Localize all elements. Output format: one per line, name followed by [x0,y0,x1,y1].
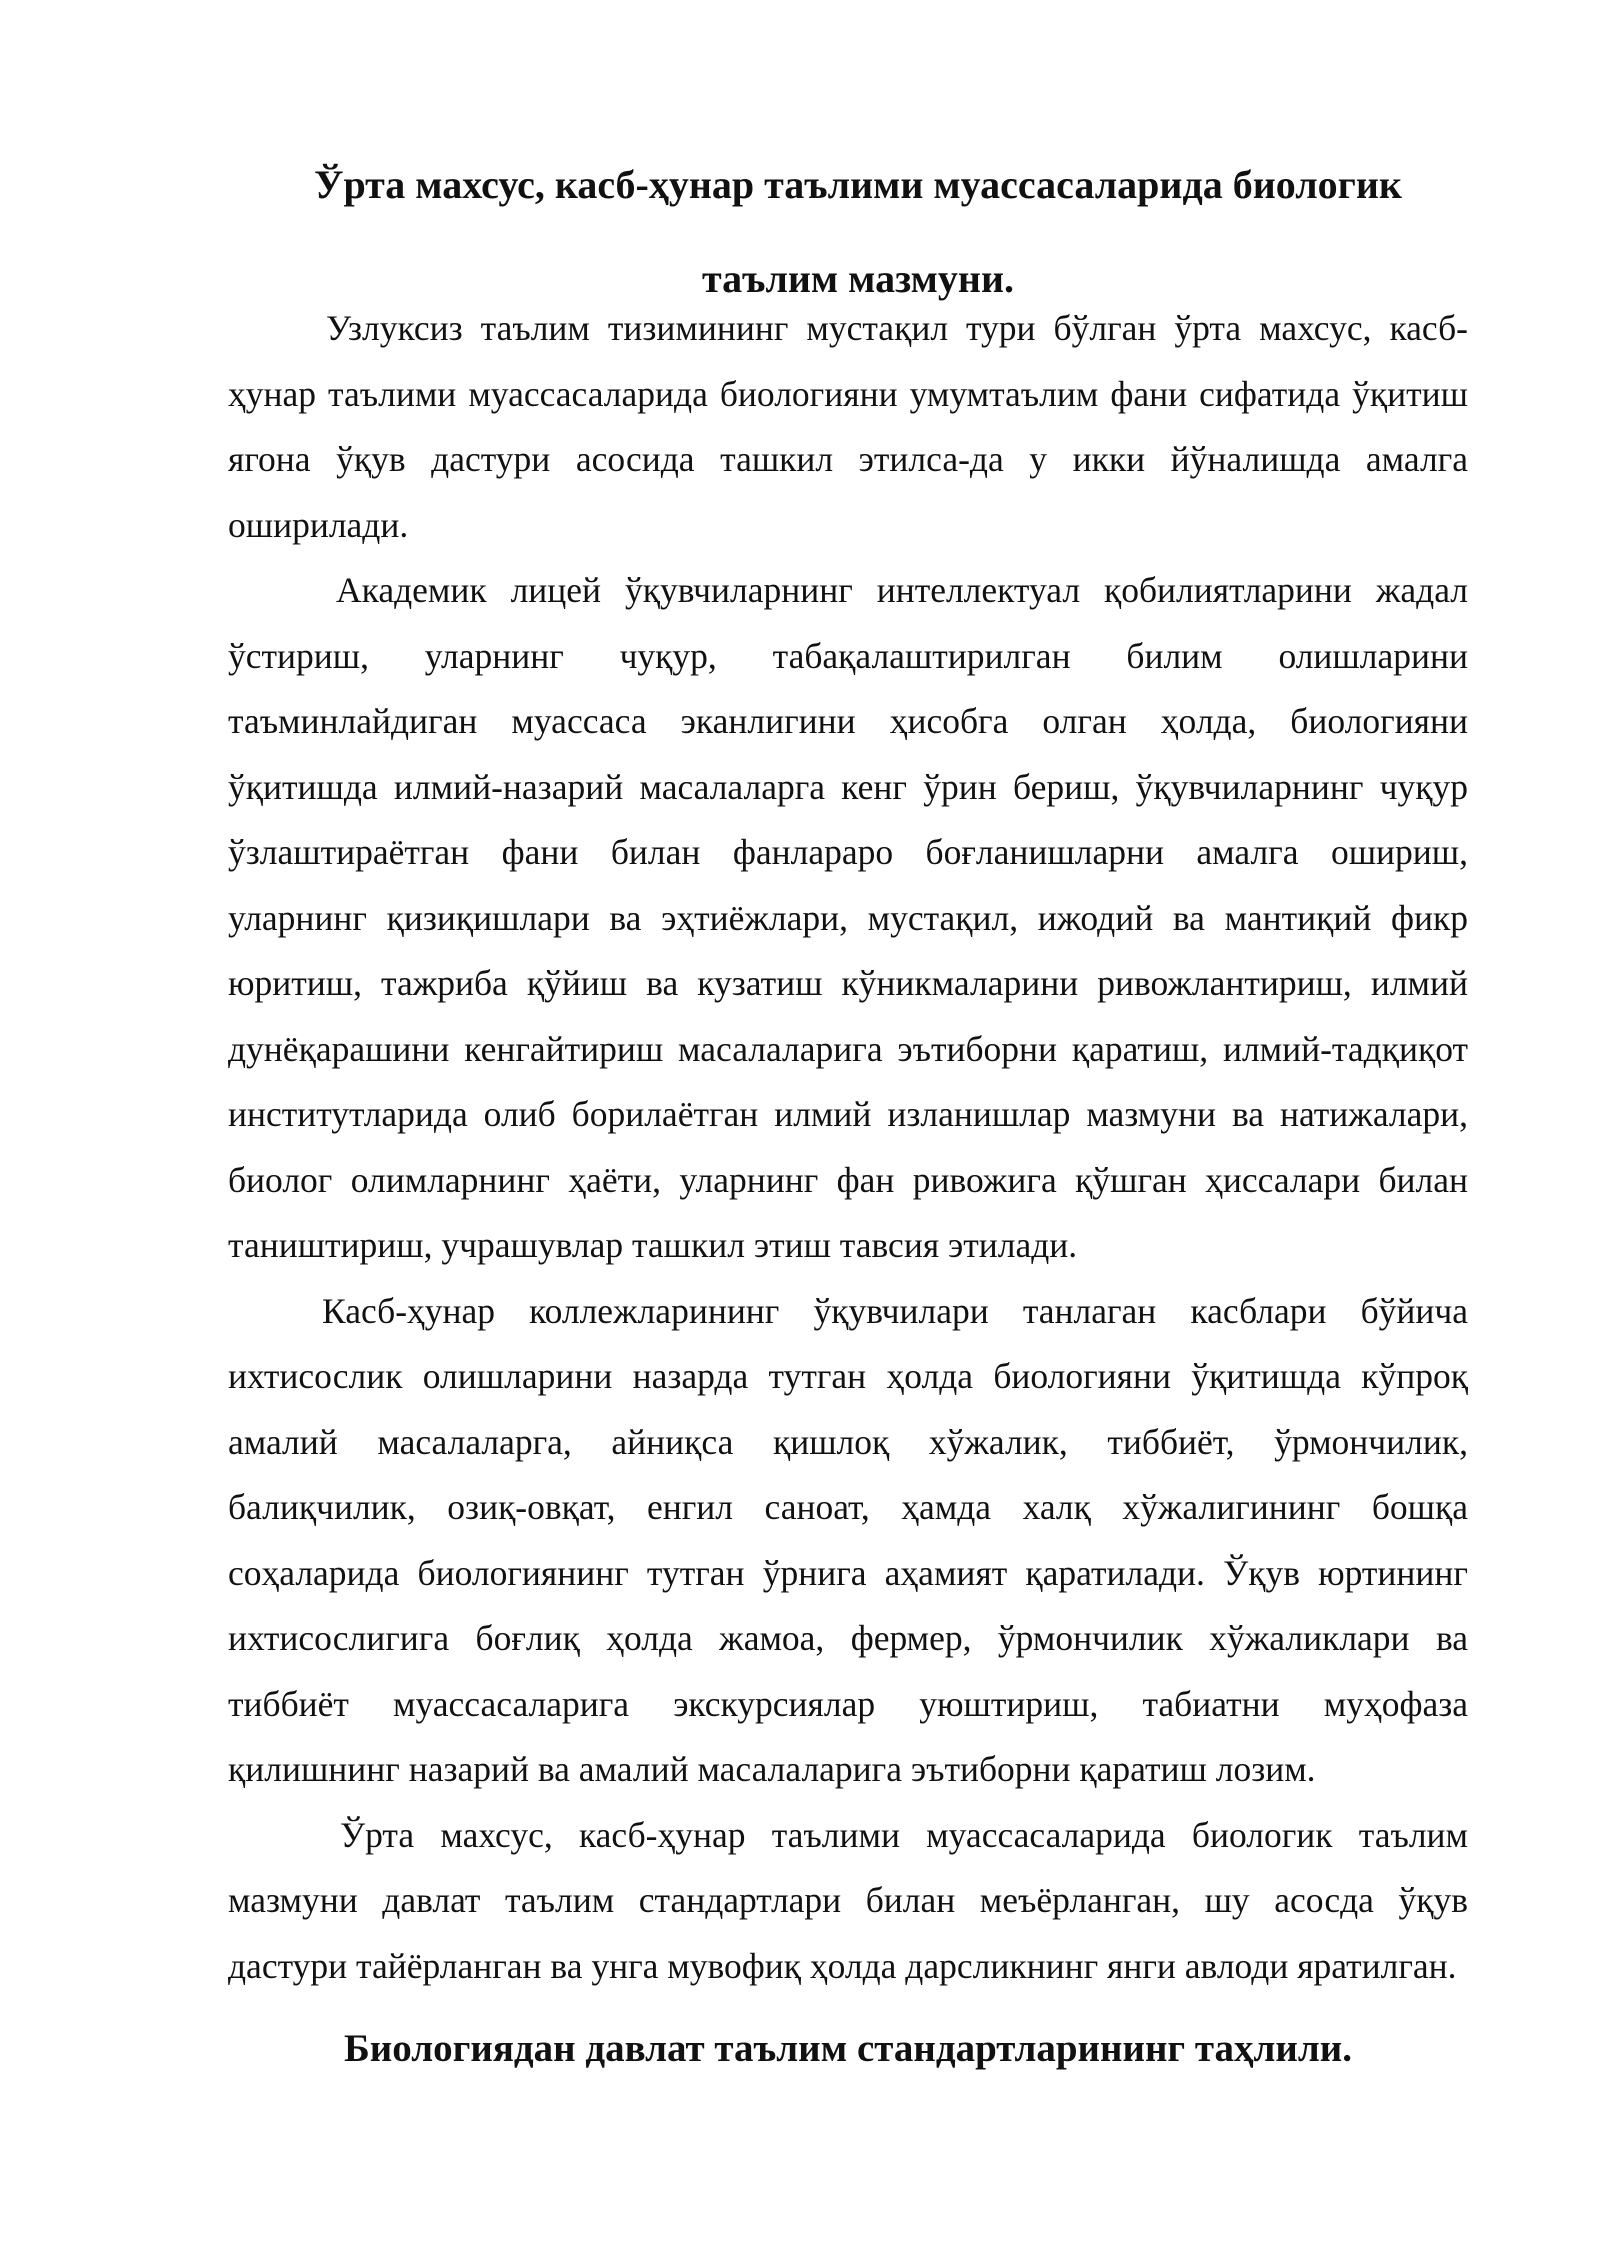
paragraph-3: Касб-ҳунар коллежларининг ўқувчилари танлаган касблари бўйича ихтисослик олишларини назарда тутган ҳолда биологияни ўқитишда кўпроқ амалий масалаларга, айниқса қишлоқ хўжалик, тиббиёт, ўрмончилик, балиқчилик, озиқ-овқат, енгил саноат, ҳамда халқ хўжалигининг бошқа соҳаларида биологиянинг тутган ўрнига аҳамият қаратилади. Ўқув юртининг ихтисослигига боғлиқ ҳолда жамоа, фермер, ўрмончилик хўжаликлари ва тиббиёт муассасаларига экскурсиялар уюштириш, табиатни муҳофаза қилишнинг назарий ва амалий масалаларига эътиборни қаратиш лозим. [228,1290,1468,1789]
document-page [228,138,1468,2079]
title-line-2: таълим мазмуни. [701,256,1014,301]
title-line-1: Ўрта махсус, касб-ҳунар таълими муассасаларида биологик [314,162,1402,207]
paragraph-1: Узлуксиз таълим тизимининг мустақил тури бўлган ўрта махсус, касб-ҳунар таълими муассасаларида биологияни умумтаълим фани сифатида ўқитиш ягона ўқув дастури асосида ташкил этилса-да у икки йўналишда амалга оширилади. [228,308,1468,545]
section-subtitle: Биологиядан давлат таълим стандартларининг таҳлили. [344,2027,1352,2070]
paragraph-2: Академик лицей ўқувчиларнинг интеллектуал қобилиятларини жадал ўстириш, уларнинг чуқур, табақалаштирилган билим олишларини таъминлайдиган муассаса эканлигини ҳисобга олган ҳолда, биологияни ўқитишда илмий-назарий масалаларга кенг ўрин бериш, ўқувчиларнинг чуқур ўзлаштираётган фани билан фанлараро боғланишларни амалга ошириш, уларнинг қизиқишлари ва эҳтиёжлари, мустақил, ижодий ва мантиқий фикр юритиш, тажриба қўйиш ва кузатиш кўникмаларини ривожлантириш, илмий дунёқарашини кенгайтириш масалаларига эътиборни қаратиш, илмий-тадқиқот институтларида олиб борилаётган илмий изланишлар мазмуни ва натижалари, биолог олимларнинг ҳаёти, уларнинг фан ривожига қўшган ҳиссалари билан таништириш, учрашувлар ташкил этиш тавсия этилади. [228,570,1468,1265]
paragraph-4: Ўрта махсус, касб-ҳунар таълими муассасаларида биологик таълим мазмуни давлат таълим стандартлари билан меъёрланган, шу асосда ўқув дастури тайёрланган ва унга мувофиқ ҳолда дарсликнинг янги авлоди яратилган. [228,1814,1468,1986]
